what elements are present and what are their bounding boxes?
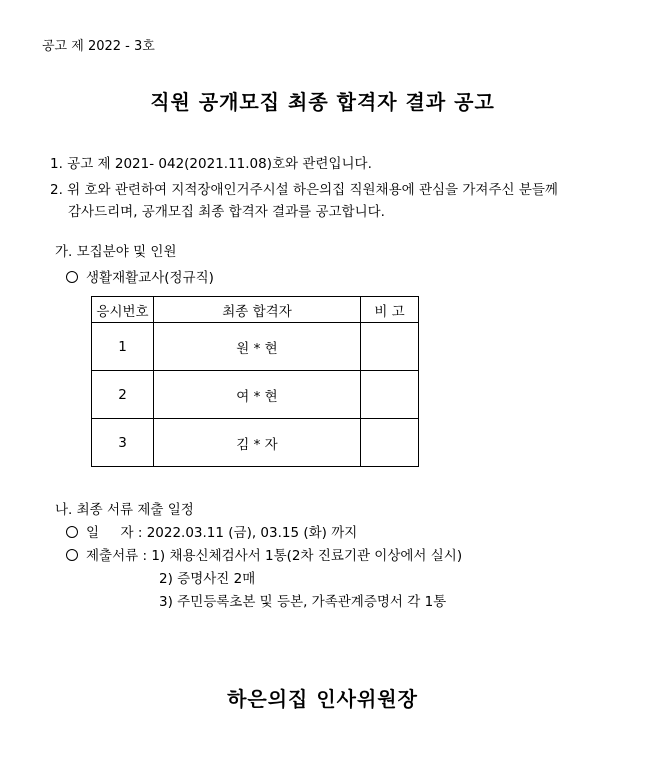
successful-name: 원 * 현 (154, 323, 361, 371)
remarks-cell (361, 419, 419, 467)
header-remarks: 비 고 (361, 297, 419, 323)
date-value: 2022.03.11 (금), 03.15 (화) 까지 (146, 525, 358, 541)
table-row (92, 323, 419, 371)
circle-bullet-icon (66, 526, 78, 538)
applicant-number: 1 (92, 323, 154, 371)
result-table (91, 296, 419, 467)
paragraph-2-line-1: 2. 위 호와 관련하여 지적장애인거주시설 하은의집 직원채용에 관심을 가져주신 분들께 (50, 182, 558, 198)
docs-label: 제출서류 : (86, 548, 148, 564)
schedule-date-line (66, 521, 357, 541)
circle-bullet-icon (66, 271, 78, 283)
successful-name: 김 * 자 (154, 419, 361, 467)
remarks-cell (361, 371, 419, 419)
header-final-successful: 최종 합격자 (154, 297, 361, 323)
notice-number: 공고 제 2022 - 3호 (42, 39, 155, 54)
doc-item-1: 1) 채용신체검사서 1통(2차 진료기관 이상에서 실시) (151, 548, 463, 564)
paragraph-1: 1. 공고 제 2021- 042(2021.11.08)호와 관련입니다. (50, 156, 372, 172)
recruitment-field (66, 266, 214, 286)
page-title: 직원 공개모집 최종 합격자 결과 공고 (150, 90, 495, 114)
schedule-docs-line (66, 544, 462, 564)
applicant-number: 2 (92, 371, 154, 419)
doc-item-3: 3) 주민등록초본 및 등본, 가족관계증명서 각 1통 (159, 594, 447, 610)
table-header-row (92, 297, 419, 323)
applicant-number: 3 (92, 419, 154, 467)
section-b-heading: 나. 최종 서류 제출 일정 (55, 502, 194, 518)
section-a-heading: 가. 모집분야 및 인원 (55, 244, 177, 260)
signer: 하은의집 인사위원장 (227, 687, 418, 711)
circle-bullet-icon (66, 549, 78, 561)
header-applicant-number: 응시번호 (92, 297, 154, 323)
remarks-cell (361, 323, 419, 371)
table-row (92, 419, 419, 467)
table-row (92, 371, 419, 419)
doc-item-2: 2) 증명사진 2매 (159, 571, 256, 587)
successful-name: 여 * 현 (154, 371, 361, 419)
paragraph-2-line-2: 감사드리며, 공개모집 최종 합격자 결과를 공고합니다. (68, 204, 385, 220)
recruitment-field-label: 생활재활교사(정규직) (86, 270, 214, 286)
date-label: 일 자 : (86, 525, 143, 541)
